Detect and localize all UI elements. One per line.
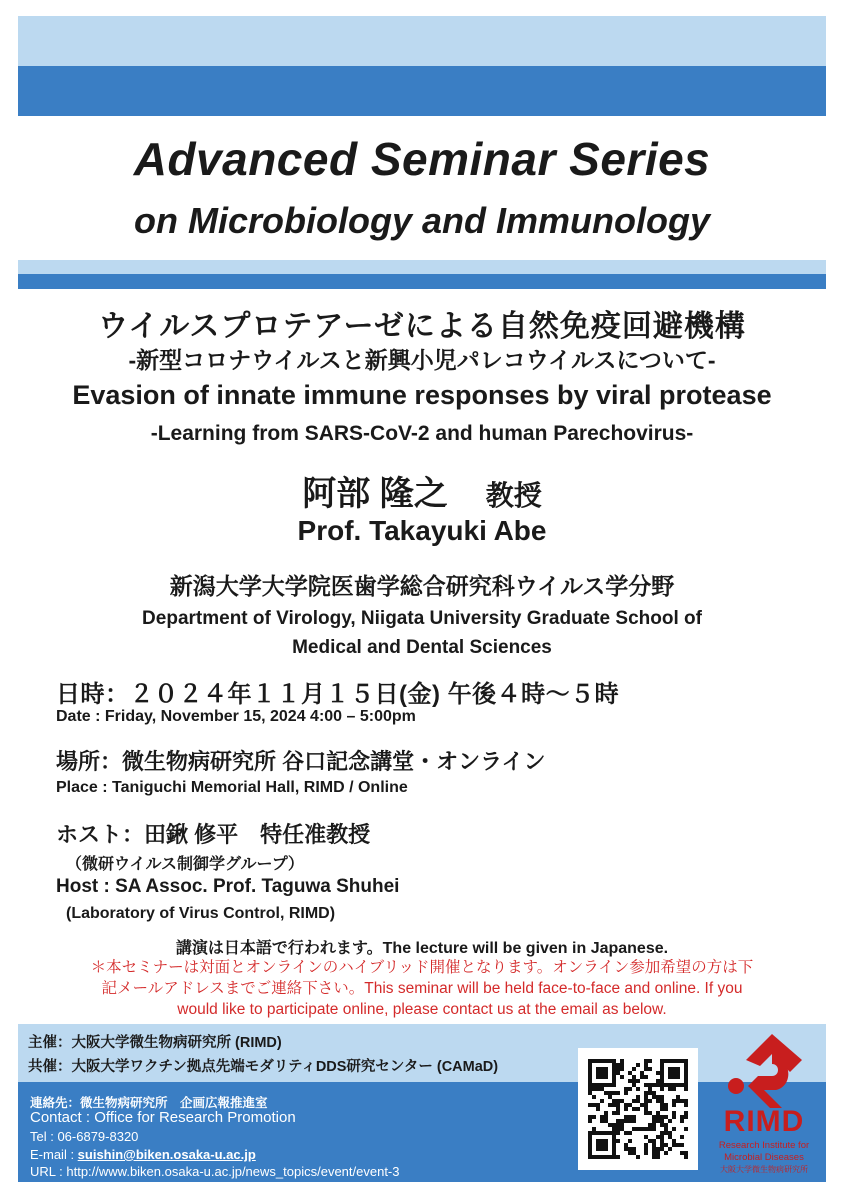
qr-code-icon xyxy=(578,1048,698,1170)
speaker-affiliation-en-line1: Department of Virology, Niigata University Graduate School of xyxy=(142,608,702,629)
speaker-affiliation-jp: 新潟大学大学院医歯学総合研究科ウイルス学分野 xyxy=(169,573,675,599)
host-jp: ホスト：田鍬 修平 特任准教授 xyxy=(56,822,371,847)
contact-email xyxy=(30,1147,256,1162)
email-link[interactable]: suishin@biken.osaka-u.ac.jp xyxy=(77,1147,256,1162)
qr-code[interactable] xyxy=(578,1048,698,1170)
series-title-line2: on Microbiology and Immunology xyxy=(134,200,710,241)
contact-url[interactable]: URL : http://www.biken.osaka-u.ac.jp/news_topics/event/event-3 xyxy=(30,1164,400,1179)
host-affiliation-jp: （微研ウイルス制御学グループ） xyxy=(66,856,304,873)
hybrid-note xyxy=(40,957,804,1020)
logo-subtitle-jp: 大阪大学微生物病研究所 xyxy=(720,1165,808,1174)
contact-en: Contact : Office for Research Promotion xyxy=(30,1109,296,1126)
contact-jp: 連絡先：微生物病研究所 企画広報推進室 xyxy=(30,1096,268,1110)
language-note: 講演は日本語で行われます。The lecture will be given in Japanese. xyxy=(175,940,669,957)
lecture-subtitle-en: -Learning from SARS-CoV-2 and human Parechovirus- xyxy=(150,422,694,445)
speaker-name-jp: 阿部 隆之 xyxy=(302,475,448,513)
speaker-role-jp: 教授 xyxy=(485,480,542,511)
hybrid-note-line3: would like to participate online, please contact us at the email as below. xyxy=(177,1001,667,1018)
date-en: Date : Friday, November 15, 2024 4:00 – 5:00pm xyxy=(56,708,416,725)
logo-name: RIMD xyxy=(723,1105,805,1138)
hybrid-note-line1: ＊本セミナーは対面とオンラインのハイブリッド開催となります。オンライン参加希望の方は下 xyxy=(90,959,754,976)
contact-tel: Tel : 06-6879-8320 xyxy=(30,1129,139,1144)
separator-band-dark xyxy=(18,274,826,289)
lecture-title-jp: ウイルスプロテアーゼによる自然免疫回避機構 xyxy=(98,310,746,343)
logo-subtitle-line1: Research Institute for xyxy=(718,1140,810,1151)
logo-subtitle-line2: Microbial Diseases xyxy=(724,1152,804,1163)
hybrid-note-line2: 記メールアドレスまでご連絡下さい。This seminar will be held face-to-face and online. If you xyxy=(101,980,743,997)
top-band-light xyxy=(18,16,826,66)
host-en: Host : SA Assoc. Prof. Taguwa Shuhei xyxy=(56,876,400,897)
lecture-title-en: Evasion of innate immune responses by viral protease xyxy=(72,380,772,410)
speaker-affiliation-en xyxy=(18,604,826,662)
email-label: E-mail : xyxy=(30,1147,78,1162)
speaker-affiliation-en-line2: Medical and Dental Sciences xyxy=(292,637,552,658)
place-jp: 場所：微生物病研究所 谷口記念講堂・オンライン xyxy=(56,749,546,774)
speaker-name-en: Prof. Takayuki Abe xyxy=(297,515,547,546)
host-affiliation-en: (Laboratory of Virus Control, RIMD) xyxy=(66,905,336,922)
place-en: Place : Taniguchi Memorial Hall, RIMD / Online xyxy=(56,779,408,796)
top-band-dark xyxy=(18,66,826,116)
organizer: 主催：大阪大学微生物病研究所 (RIMD) xyxy=(28,1035,282,1051)
series-title-line1: Advanced Seminar Series xyxy=(133,133,711,185)
lecture-subtitle-jp: -新型コロナウイルスと新興小児パレコウイルスについて- xyxy=(128,347,716,373)
date-jp: 日時：２０２４年１１月１５日(金) 午後４時～５時 xyxy=(56,681,620,708)
separator-band-light xyxy=(18,260,826,274)
co-organizer: 共催：大阪大学ワクチン拠点先端モダリティDDS研究センター (CAMaD) xyxy=(28,1059,499,1075)
speaker-name-jp-block xyxy=(18,466,826,515)
